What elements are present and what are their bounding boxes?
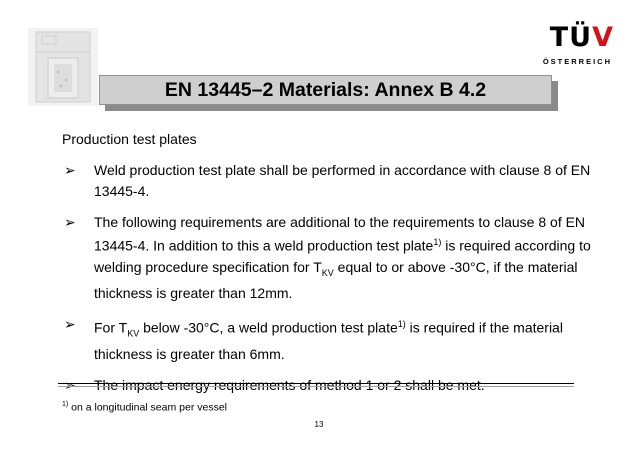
bullet-item xyxy=(62,212,592,305)
bullet-text-part: The following requirements are additional to the requirements to clause 8 of EN 13445-4. In addition to this a weld production test plate xyxy=(94,213,586,255)
slide-title: EN 13445–2 Materials: Annex B 4.2 xyxy=(164,79,487,101)
logo-subtitle: ÖSTERREICH xyxy=(542,57,612,66)
bullet-text-part: is required if the material thickness is greater than 6mm. xyxy=(94,319,563,363)
divider xyxy=(58,383,574,384)
footnote-marker: 1) xyxy=(62,401,69,408)
footnote-ref: 1) xyxy=(433,237,442,248)
bullet-text-part: below -30°C, a weld production test plate xyxy=(139,319,398,336)
bullet-item xyxy=(62,160,592,202)
intro-text: Production test plates xyxy=(62,131,197,147)
footnote-ref: 1) xyxy=(397,319,406,330)
arrow-bullet-icon: ➢ xyxy=(64,162,76,178)
bullet-text-part: For T xyxy=(94,319,128,336)
title-box xyxy=(99,75,552,105)
logo-brand-main: TÜ xyxy=(549,22,593,53)
tuv-logo xyxy=(520,20,616,72)
bullet-list xyxy=(62,160,592,406)
page-number: 13 xyxy=(314,420,324,429)
logo-brand-accent: V xyxy=(592,22,614,53)
divider xyxy=(58,386,574,387)
subscript: KV xyxy=(321,267,334,278)
bullet-text: The impact energy requirements of method 1 or 2 shall be met. xyxy=(94,377,485,394)
arrow-bullet-icon: ➢ xyxy=(64,316,76,333)
bullet-text: Weld production test plate shall be performed in accordance with clause 8 of EN 13445-4. xyxy=(94,162,591,199)
door-icon xyxy=(28,28,98,106)
subscript: KV xyxy=(127,328,140,339)
logo-wordmark xyxy=(550,22,614,53)
bullet-text-part: equal to or above -30°C, if the material thickness is greater than 12mm. xyxy=(94,258,578,302)
bullet-item xyxy=(62,314,592,365)
footnote-text: on a longitudinal seam per vessel xyxy=(68,401,227,414)
arrow-bullet-icon: ➢ xyxy=(64,377,76,394)
arrow-bullet-icon: ➢ xyxy=(64,213,76,230)
footnote xyxy=(62,401,227,414)
bullet-text-part: is required according to welding procedure specification for T xyxy=(94,238,591,275)
